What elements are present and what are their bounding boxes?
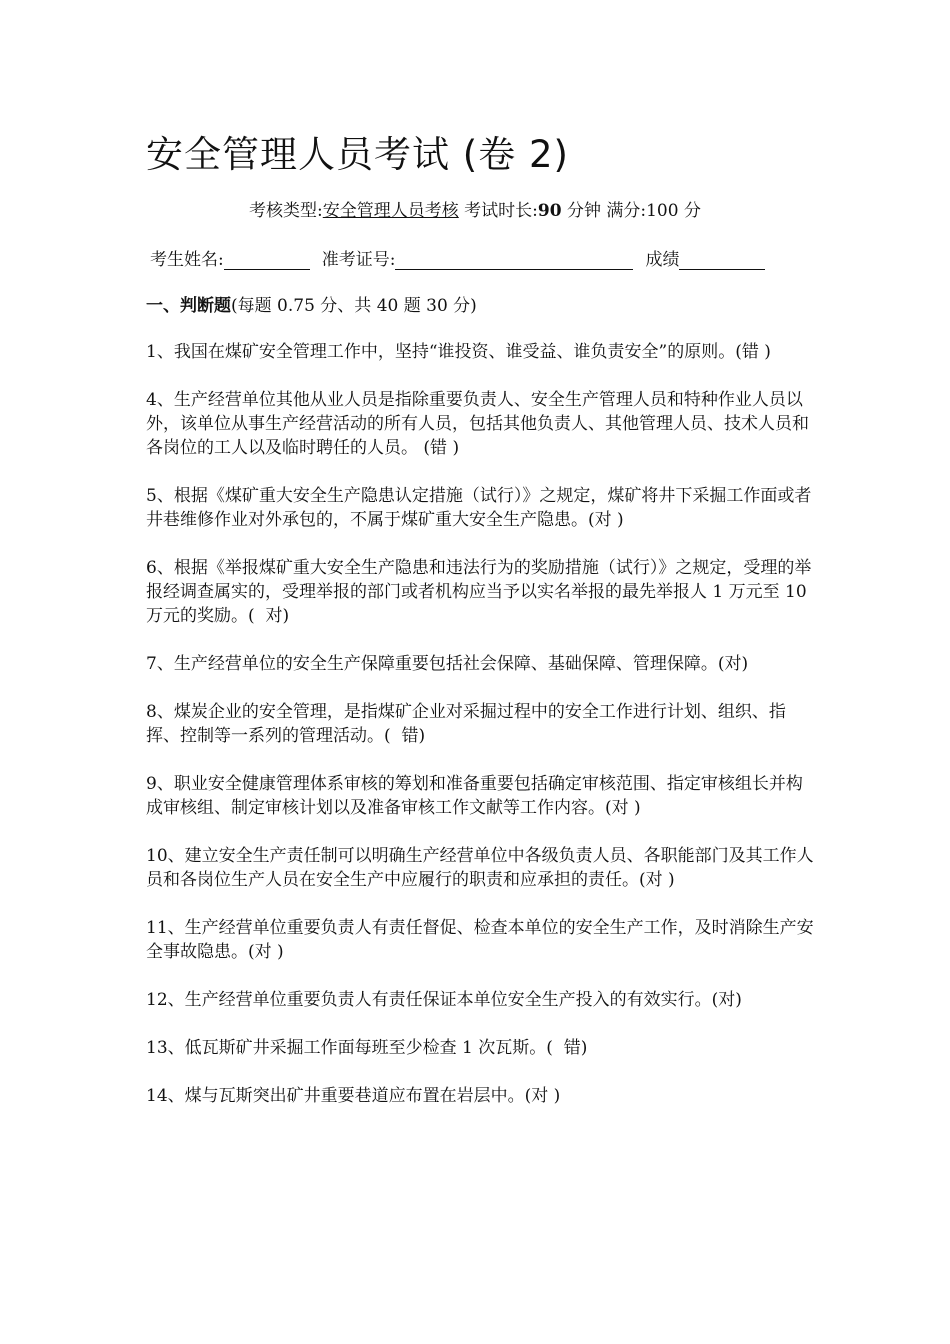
exam-meta xyxy=(0,196,950,221)
question-item: 7、生产经营单位的安全生产保障重要包括社会保障、基础保障、管理保障。(对) xyxy=(146,654,749,674)
section-note: (每题 0.75 分、共 40 题 30 分) xyxy=(231,296,477,316)
candidate-id-label: 准考证号: xyxy=(321,250,396,270)
section-heading xyxy=(146,291,477,316)
question-item: 6、根据《举报煤矿重大安全生产隐患和违法行为的奖励措施（试行）》之规定，受理的举报经调查属实的，受理举报的部门或者机构应当予以实名举报的最先举报人 1 万元至 10 万元的奖励。( 对) xyxy=(146,558,813,626)
question-item: 8、煤炭企业的安全管理，是指煤矿企业对采掘过程中的安全工作进行计划、组织、指挥、控制等一系列的管理活动。( 错) xyxy=(146,702,786,746)
question-item: 14、煤与瓦斯突出矿井重要巷道应布置在岩层中。(对 ) xyxy=(146,1086,561,1106)
question-item: 5、根据《煤矿重大安全生产隐患认定措施（试行）》之规定，煤矿将井下采掘工作面或者井巷维修作业对外承包的，不属于煤矿重大安全生产隐患。(对 ) xyxy=(146,486,812,530)
exam-type-label: 考核类型: xyxy=(249,201,323,221)
candidate-name-field[interactable] xyxy=(224,251,310,270)
candidate-info xyxy=(150,245,765,270)
exam-type-value: 安全管理人员考核 xyxy=(322,201,459,221)
question-list xyxy=(146,340,818,1132)
question-item: 1、我国在煤矿安全管理工作中，坚持“谁投资、谁受益、谁负责安全”的原则。(错 ) xyxy=(146,342,771,362)
score-label: 成绩 xyxy=(645,250,680,270)
exam-duration-value: 90 xyxy=(537,201,562,221)
exam-duration-label: 考试时长: xyxy=(458,201,538,221)
candidate-name-label: 考生姓名: xyxy=(150,250,224,270)
question-item: 13、低瓦斯矿井采掘工作面每班至少检查 1 次瓦斯。( 错) xyxy=(146,1038,588,1058)
candidate-id-field[interactable] xyxy=(395,251,633,270)
page-title: 安全管理人员考试 (卷 2) xyxy=(146,133,569,176)
question-item: 10、建立安全生产责任制可以明确生产经营单位中各级负责人员、各职能部门及其工作人员和各岗位生产人员在安全生产中应履行的职责和应承担的责任。(对 ) xyxy=(146,846,814,890)
question-item: 4、生产经营单位其他从业人员是指除重要负责人、安全生产管理人员和特种作业人员以外，该单位从事生产经营活动的所有人员，包括其他负责人、其他管理人员、技术人员和各岗位的工人以及临时聘任的人员。 (错 ) xyxy=(146,390,809,458)
question-item: 11、生产经营单位重要负责人有责任督促、检查本单位的安全生产工作，及时消除生产安全事故隐患。(对 ) xyxy=(146,918,814,962)
question-item: 9、职业安全健康管理体系审核的筹划和准备重要包括确定审核范围、指定审核组长并构成审核组、制定审核计划以及准备审核工作文献等工作内容。(对 ) xyxy=(146,774,803,818)
question-item: 12、生产经营单位重要负责人有责任保证本单位安全生产投入的有效实行。(对) xyxy=(146,990,742,1010)
exam-duration-unit: 分钟 满分:100 分 xyxy=(561,201,701,221)
score-field[interactable] xyxy=(679,251,765,270)
section-title: 一、判断题 xyxy=(146,296,231,316)
